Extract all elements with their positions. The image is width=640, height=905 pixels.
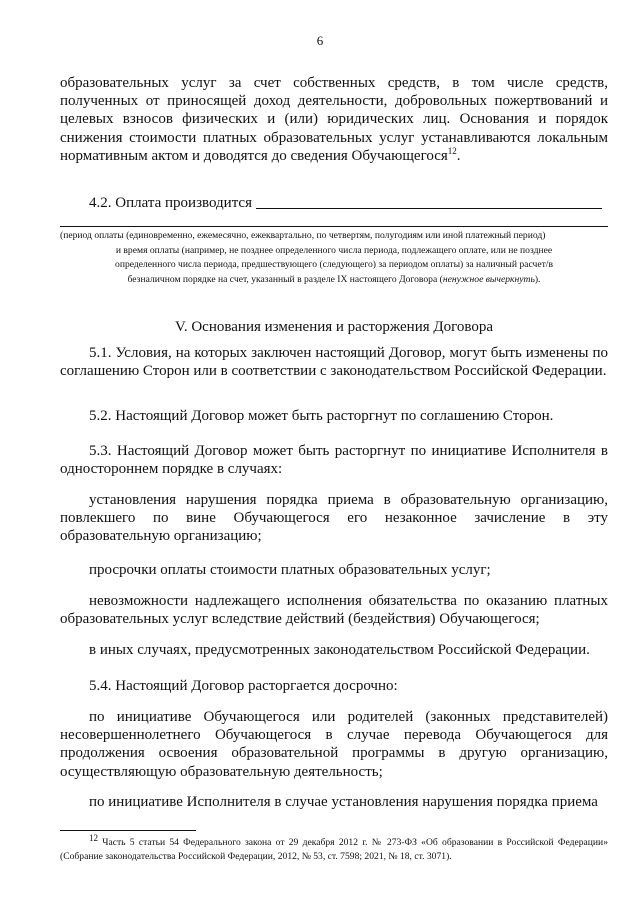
paragraph-end: .: [456, 147, 461, 164]
page-number: 6: [316, 33, 324, 48]
clause-5-3-item-1: установления нарушения порядка приема в образовательную организацию, повлекшего по вине Обучающегося его незаконное зачисление в эту образовательную организацию;: [60, 492, 608, 545]
payment-clause: [89, 194, 608, 212]
payment-note-line-1: (период оплаты (единовременно, ежемесячно, ежеквартально, по четвертям, полугодиям или иной платежный период): [60, 230, 546, 241]
footnote-separator: [60, 830, 196, 831]
payment-note-line-4-start: безналичном порядке на счет, указанный в разделе IX настоящего Договора (: [127, 273, 443, 285]
payment-note-line-4: [60, 273, 608, 288]
footnote-text: Часть 5 статьи 54 Федерального закона от 29 декабря 2012 г. № 273-ФЗ «Об образовании в Российской Федерации» (Собрание законодательства Российской Федерации, 2012, № 53, ст. 7598; 2021, № 18, ст. 3071).: [60, 837, 608, 862]
payment-note-line-4-end: ).: [534, 273, 541, 285]
payment-label: 4.2. Оплата производится: [89, 195, 252, 211]
clause-5-3-item-3: невозможности надлежащего исполнения обязательства по оказанию платных образовательных услуг вследствие действий (бездействия) Обучающегося;: [60, 593, 608, 628]
clause-5-4-item-1: по инициативе Обучающегося или родителей (законных представителей) несовершеннолетнего Обучающегося в случае перевода Обучающегося для продолжения освоения образовательной программы в другую организацию, осуществляющую образовательную деятельность;: [60, 709, 608, 780]
payment-note-italic: ненужное вычеркнуть: [442, 273, 535, 285]
payment-note-line-2: и время оплаты (например, не позднее определенного числа периода, подлежащего оплате, или не позднее: [115, 244, 553, 256]
payment-blank-field: [256, 194, 602, 209]
clause-5-4-item-2: по инициативе Исполнителя в случае установления нарушения порядка приема: [89, 794, 598, 810]
clause-5-2: 5.2. Настоящий Договор может быть расторгнут по соглашению Сторон.: [89, 408, 554, 424]
paragraph-text: образовательных услуг за счет собственных средств, в том числе средств, полученных от приносящей доход деятельности, добровольных пожертвований и целевых взносов физических и (или) юридических лиц. Основания и порядок снижения стоимости платных образовательных услуг устанавливаются локальным нормативным актом и доводятся до сведения Обучающегося: [60, 75, 608, 164]
payment-note-line-3: определенного числа периода, предшествующего (следующего) за периодом оплаты) за наличный расчет/в: [115, 259, 553, 270]
section-heading: V. Основания изменения и расторжения Договора: [174, 319, 494, 335]
clause-5-1: 5.1. Условия, на которых заключен настоящий Договор, могут быть изменены по соглашению Сторон или в соответствии с законодательством Российской Федерации.: [60, 345, 608, 380]
clause-5-3-item-4: в иных случаях, предусмотренных законодательством Российской Федерации.: [89, 642, 590, 658]
clause-5-4: 5.4. Настоящий Договор расторгается досрочно:: [89, 678, 398, 694]
footnote: [60, 832, 608, 863]
paragraph-continuation: [60, 74, 608, 165]
clause-5-3: 5.3. Настоящий Договор может быть расторгнут по инициативе Исполнителя в одностороннем порядке в случаях:: [60, 443, 608, 478]
payment-note: [60, 229, 608, 287]
footnote-reference: 12: [447, 145, 457, 156]
clause-5-3-item-2: просрочки оплаты стоимости платных образовательных услуг;: [89, 562, 491, 578]
payment-blank-line: [60, 226, 608, 227]
footnote-number: 12: [89, 832, 98, 843]
